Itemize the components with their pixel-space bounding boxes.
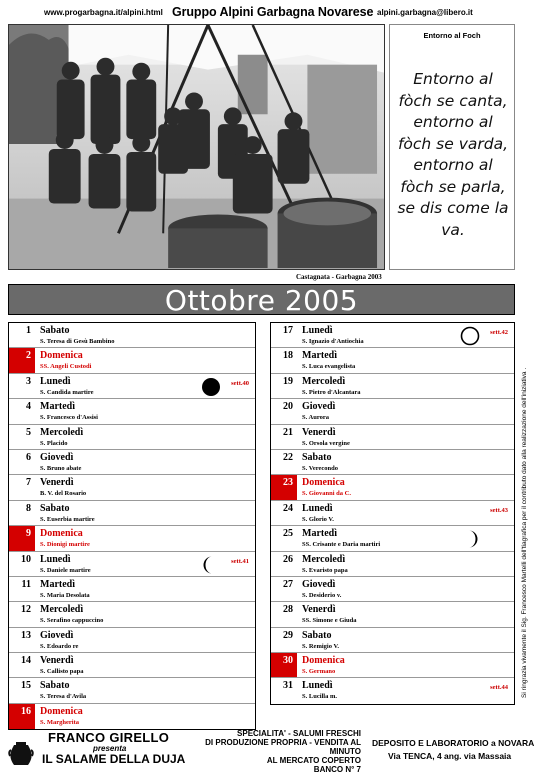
day-number: 5 — [26, 426, 31, 438]
day-saint: S. Francesco d'Assisi — [40, 414, 98, 422]
day-name: Lunedì — [302, 325, 333, 336]
day-saint: S. Edoardo re — [40, 642, 79, 650]
day-number: 29 — [283, 629, 293, 641]
poem-line: fòch se parla, — [400, 177, 506, 196]
calendar-day-row — [271, 323, 514, 348]
full-moon-icon — [460, 326, 480, 346]
calendar-day-row — [9, 348, 255, 373]
calendar-day-row — [9, 475, 255, 500]
day-saint: SS. Angeli Custodi — [40, 363, 92, 371]
day-saint: S. Euserbia martire — [40, 515, 95, 523]
last-quarter-moon-icon — [460, 529, 480, 549]
day-name: Lunedì — [40, 375, 71, 387]
day-name: Giovedì — [40, 629, 74, 641]
day-number: 13 — [21, 629, 31, 641]
specialty-line: BANCO N° 7 — [313, 765, 361, 774]
calendar-day-row — [9, 526, 255, 551]
day-number: 10 — [21, 553, 31, 565]
day-number: 15 — [21, 680, 31, 692]
day-name: Giovedì — [302, 401, 336, 413]
day-number: 30 — [271, 653, 297, 677]
day-saint: S. Callisto papa — [40, 668, 84, 676]
email-link[interactable]: alpini.garbagna@libero.it — [377, 8, 473, 17]
day-number: 21 — [283, 426, 293, 438]
calendar-day-row — [271, 526, 514, 551]
week-number: sett.41 — [231, 557, 249, 565]
poem-line: se dis come la — [397, 199, 509, 217]
calendar-day-row — [9, 552, 255, 577]
calendar-day-row — [271, 374, 514, 399]
calendar-day-row — [9, 501, 255, 526]
calendar-day-row — [9, 450, 255, 475]
day-number: 17 — [283, 325, 293, 336]
day-name: Venerdì — [302, 604, 336, 616]
day-name: Sabato — [302, 629, 332, 641]
day-number: 24 — [283, 502, 293, 514]
day-name: Domenica — [302, 477, 345, 489]
calendar-day-row — [9, 577, 255, 602]
calendar-day-row — [9, 323, 255, 348]
poem-text — [392, 69, 514, 241]
day-saint: S. Glorio V. — [302, 515, 334, 523]
calendar-day-row — [271, 450, 514, 475]
day-saint: S. Teresa di Gesù Bambino — [40, 338, 115, 345]
day-name: Martedì — [302, 350, 337, 362]
poem-line: Entorno al — [413, 70, 493, 88]
sponsor-address: Via TENCA, 4 ang. via Massaia — [388, 751, 512, 761]
day-number: 16 — [9, 704, 35, 729]
group-name: Gruppo Alpini Garbagna Novarese — [172, 5, 374, 19]
calendar-day-row — [9, 374, 255, 399]
calendar-day-row — [271, 501, 514, 526]
day-saint: S. Germano — [302, 668, 336, 676]
day-saint: S. Daniele martire — [40, 566, 91, 574]
sponsor-name: FRANCO GIRELLO — [48, 730, 170, 745]
day-name: Sabato — [302, 451, 332, 463]
salami-jar-icon — [8, 741, 34, 767]
day-name: Sabato — [40, 325, 70, 336]
day-number: 31 — [283, 680, 293, 692]
poem-box — [389, 24, 515, 270]
day-name: Venerdì — [40, 655, 74, 667]
day-saint: S. Remigio V. — [302, 642, 339, 650]
website-link[interactable]: www.progarbagna.it/alpini.html — [44, 8, 163, 17]
day-saint: S. Bruno abate — [40, 464, 82, 472]
day-saint: S. Lucilla m. — [302, 693, 338, 701]
day-number: 28 — [283, 604, 293, 616]
day-saint: SS. Crisante e Daria martiri — [302, 541, 381, 549]
day-name: Sabato — [40, 680, 70, 692]
day-saint: S. Maria Desolata — [40, 591, 90, 599]
calendar-day-row — [271, 628, 514, 653]
specialty-line: AL MERCATO COPERTO — [266, 756, 361, 765]
calendar-column-left — [8, 322, 256, 730]
group-photo — [8, 24, 385, 270]
day-saint: S. Candida martire — [40, 388, 94, 396]
acknowledgement-note: Si ringrazia vivamente il Sig. Francesco Martelli dell'tiagrafica per il contributo dato alla realizzazione dell'iniziativa . — [521, 367, 528, 698]
poem-title: Entorno al Foch — [423, 31, 481, 40]
day-name: Mercoledì — [302, 375, 346, 387]
day-saint: S. Orsola vergine — [302, 439, 350, 447]
day-number: 19 — [283, 375, 293, 387]
day-name: Domenica — [302, 655, 345, 667]
calendar-day-row — [9, 628, 255, 653]
calendar-day-row — [271, 552, 514, 577]
calendar-day-row — [271, 348, 514, 373]
day-name: Giovedì — [302, 578, 336, 590]
day-name: Mercoledì — [40, 604, 84, 616]
day-saint: S. Pietro d'Alcantara — [302, 388, 361, 396]
day-name: Martedì — [40, 578, 75, 590]
day-saint: S. Luca evangelista — [302, 363, 356, 371]
day-saint: S. Verecondo — [302, 464, 338, 472]
calendar-day-row — [9, 678, 255, 703]
calendar-day-row — [271, 399, 514, 424]
day-number: 6 — [26, 451, 31, 463]
calendar-day-row — [9, 602, 255, 627]
sponsor-deposit: DEPOSITO E LABORATORIO a NOVARA — [372, 738, 535, 748]
day-number: 1 — [26, 325, 31, 336]
calendar-day-row — [9, 425, 255, 450]
poem-line: entorno al — [413, 156, 493, 174]
day-number: 22 — [283, 451, 293, 463]
calendar-day-row — [271, 678, 514, 703]
day-name: Martedì — [302, 528, 337, 540]
day-number: 14 — [21, 655, 31, 667]
calendar-day-row — [271, 475, 514, 500]
sponsor-presenta: presenta — [93, 744, 127, 753]
sponsor-specialties — [186, 729, 361, 774]
calendar-day-row — [9, 704, 255, 729]
sponsor-product: IL SALAME DELLA DUJA — [42, 752, 186, 766]
day-name: Mercoledì — [40, 426, 84, 438]
day-number: 26 — [283, 553, 293, 565]
day-saint: S. Giovanni da C. — [302, 490, 351, 498]
day-name: Domenica — [40, 350, 83, 362]
day-number: 4 — [26, 401, 31, 413]
day-number: 3 — [26, 375, 31, 387]
first-quarter-moon-icon — [201, 555, 221, 575]
day-saint: S. Serafino cappuccino — [40, 617, 104, 625]
new-moon-icon — [201, 377, 221, 397]
day-name: Lunedì — [302, 502, 333, 514]
day-saint: S. Aurora — [302, 414, 329, 422]
calendar-day-row — [9, 653, 255, 678]
poem-line: entorno al — [413, 113, 493, 131]
header — [0, 6, 537, 20]
day-saint: S. Dionigi martire — [40, 541, 90, 549]
day-name: Lunedì — [40, 553, 71, 565]
week-number: sett.40 — [231, 379, 249, 387]
calendar-day-row — [271, 425, 514, 450]
calendar-column-right — [270, 322, 515, 705]
day-saint: S. Desiderio v. — [302, 591, 342, 599]
week-number: sett.43 — [490, 506, 508, 514]
week-number: sett.44 — [490, 684, 508, 692]
month-title: Ottobre 2005 — [164, 284, 359, 317]
day-saint: S. Teresa d'Avila — [40, 693, 87, 701]
day-saint: B. V. del Rosario — [40, 490, 87, 498]
day-saint: S. Margherita — [40, 718, 79, 726]
poem-line: fòch se varda, — [397, 134, 509, 153]
day-name: Venerdì — [40, 477, 74, 489]
day-saint: S. Evaristo papa — [302, 566, 348, 574]
sponsor-footer — [0, 728, 537, 774]
day-number: 9 — [9, 526, 35, 550]
day-name: Lunedì — [302, 680, 333, 692]
specialty-line: SPECIALITA' - SALUMI FRESCHI — [237, 729, 361, 738]
calendar-day-row — [271, 653, 514, 678]
day-name: Martedì — [40, 401, 75, 413]
day-number: 25 — [283, 528, 293, 540]
day-name: Giovedì — [40, 451, 74, 463]
month-title-bar — [8, 284, 515, 315]
specialty-line: DI PRODUZIONE PROPRIA - VENDITA AL MINUTO — [205, 738, 361, 756]
poem-line: fòch se canta, — [398, 91, 508, 110]
day-saint: S. Placido — [40, 439, 68, 447]
day-name: Sabato — [40, 502, 70, 514]
day-number: 23 — [271, 475, 297, 499]
photo-caption: Castagnata - Garbagna 2003 — [296, 273, 382, 281]
day-saint: SS. Simone e Giuda — [302, 617, 357, 625]
day-number: 11 — [21, 578, 31, 590]
photo-illustration — [9, 25, 384, 269]
day-number: 27 — [283, 578, 293, 590]
poem-line: va. — [441, 220, 465, 239]
day-number: 7 — [26, 477, 31, 489]
day-number: 20 — [283, 401, 293, 413]
calendar-day-row — [271, 602, 514, 627]
week-number: sett.42 — [490, 329, 508, 336]
day-number: 8 — [26, 502, 31, 514]
calendar-day-row — [9, 399, 255, 424]
day-number: 2 — [9, 348, 35, 372]
day-name: Domenica — [40, 705, 83, 717]
day-name: Domenica — [40, 528, 83, 540]
day-number: 12 — [21, 604, 31, 616]
day-name: Venerdì — [302, 426, 336, 438]
day-name: Mercoledì — [302, 553, 346, 565]
day-number: 18 — [283, 350, 293, 362]
day-saint: S. Ignazio d'Antiochia — [302, 338, 364, 345]
calendar-day-row — [271, 577, 514, 602]
